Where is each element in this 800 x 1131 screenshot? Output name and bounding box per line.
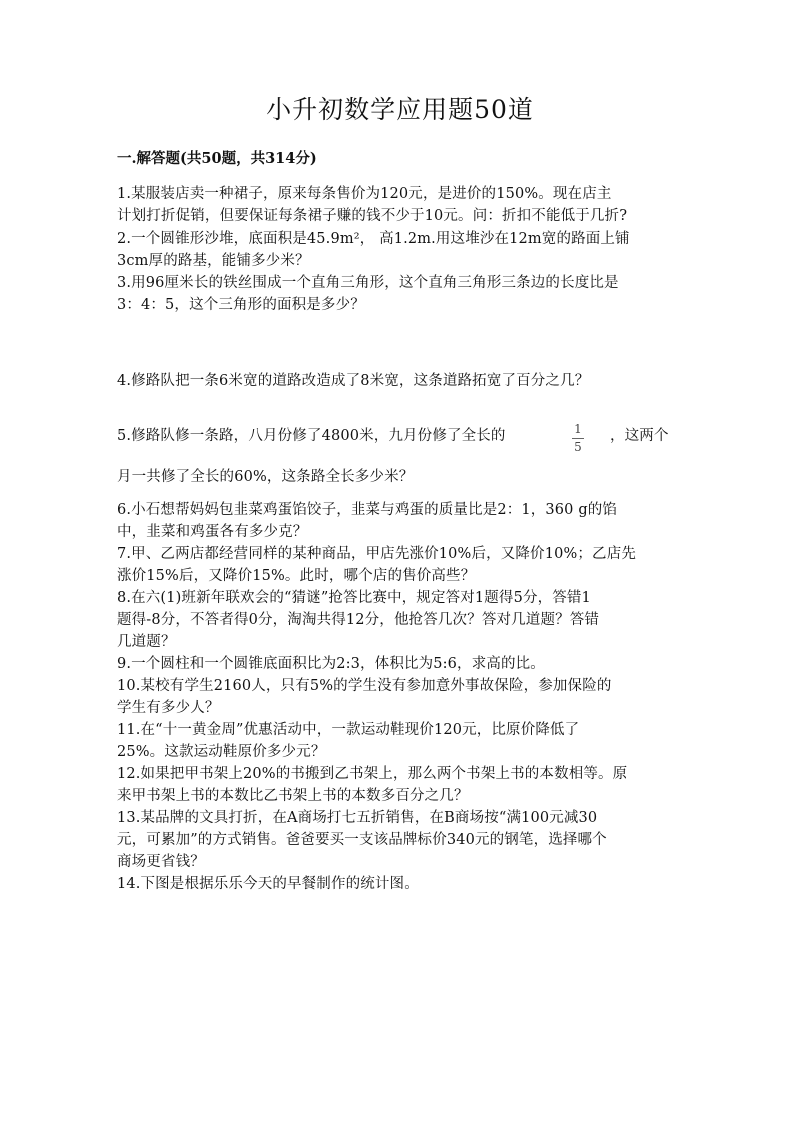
- problem-8-line-3: 几道题？: [117, 634, 176, 650]
- problem-12-line-2: 来甲书架上书的本数比乙书架上书的本数多百分之几？: [117, 788, 469, 804]
- problem-11-line-2: 25%。这款运动鞋原价多少元？: [117, 744, 326, 760]
- fraction-numerator: 1: [574, 422, 582, 436]
- problem-1-line-1: 1.某服装店卖一种裙子，原来每条售价为120元，是进价的150%。现在店主: [117, 186, 612, 202]
- problem-10-line-2: 学生有多少人？: [117, 700, 220, 716]
- problem-5-line-2: 月一共修了全长的60%，这条路全长多少米？: [117, 469, 414, 485]
- problem-1-line-2: 计划打折促销，但要保证每条裙子赚的钱不少于10元。问：折扣不能低于几折?: [117, 208, 628, 224]
- problem-6-line-2: 中，韭菜和鸡蛋各有多少克？: [117, 524, 308, 540]
- problem-8-line-1: 8.在六(1)班新年联欢会的“猜谜”抢答比赛中，规定答对1题得5分，答错1: [117, 590, 591, 606]
- problem-5-line-1: 5.修路队修一条路，八月份修了4800米，九月份修了全长的: [117, 428, 506, 444]
- problem-9-line-1: 9.一个圆柱和一个圆锥底面积比为2:3，体积比为5:6，求高的比。: [117, 656, 545, 672]
- page-title: 小升初数学应用题50道: [266, 95, 534, 124]
- problem-2-line-1: 2.一个圆锥形沙堆，底面积是45.9m²， 高1.2m.用这堆沙在12m宽的路面上铺: [117, 231, 630, 247]
- problem-5-line-1-tail: ，这两个: [610, 428, 669, 444]
- problem-7-line-2: 涨价15%后，又降价15%。此时，哪个店的售价高些？: [117, 568, 476, 584]
- problem-2-line-2: 3cm厚的路基，能铺多少米？: [117, 253, 310, 269]
- section-heading: 一.解答题(共50题，共314分): [117, 150, 317, 167]
- problem-13-line-1: 13.某品牌的文具打折，在A商场打七五折销售，在B商场按“满100元减30: [117, 810, 598, 826]
- problem-4-line-1: 4.修路队把一条6米宽的道路改造成了8米宽，这条道路拓宽了百分之几？: [117, 373, 590, 389]
- problem-3-line-1: 3.用96厘米长的铁丝围成一个直角三角形，这个直角三角形三条边的长度比是: [117, 275, 619, 291]
- fraction-bar: [572, 438, 584, 439]
- fraction-one-fifth: [570, 423, 586, 454]
- problem-8-line-2: 题得-8分，不答者得0分，淘淘共得12分，他抢答几次？答对几道题？答错: [117, 612, 600, 628]
- problem-13-line-2: 元，可累加”的方式销售。爸爸要买一支该品牌标价340元的钢笔，选择哪个: [117, 832, 607, 848]
- problem-6-line-1: 6.小石想帮妈妈包韭菜鸡蛋馅饺子，韭菜与鸡蛋的质量比是2：1，360 g的馅: [117, 502, 618, 518]
- fraction-denominator: 5: [574, 440, 582, 454]
- problem-12-line-1: 12.如果把甲书架上20%的书搬到乙书架上，那么两个书架上书的本数相等。原: [117, 766, 628, 782]
- problem-11-line-1: 11.在“十一黄金周”优惠活动中，一款运动鞋现价120元，比原价降低了: [117, 722, 580, 738]
- problem-10-line-1: 10.某校有学生2160人，只有5%的学生没有参加意外事故保险，参加保险的: [117, 678, 612, 694]
- problem-3-line-2: 3：4：5，这个三角形的面积是多少？: [117, 297, 365, 313]
- problem-14-line-1: 14.下图是根据乐乐今天的早餐制作的统计图。: [117, 876, 419, 892]
- problem-7-line-1: 7.甲、乙两店都经营同样的某种商品，甲店先涨价10%后，又降价10%；乙店先: [117, 546, 636, 562]
- problem-13-line-3: 商场更省钱？: [117, 854, 205, 870]
